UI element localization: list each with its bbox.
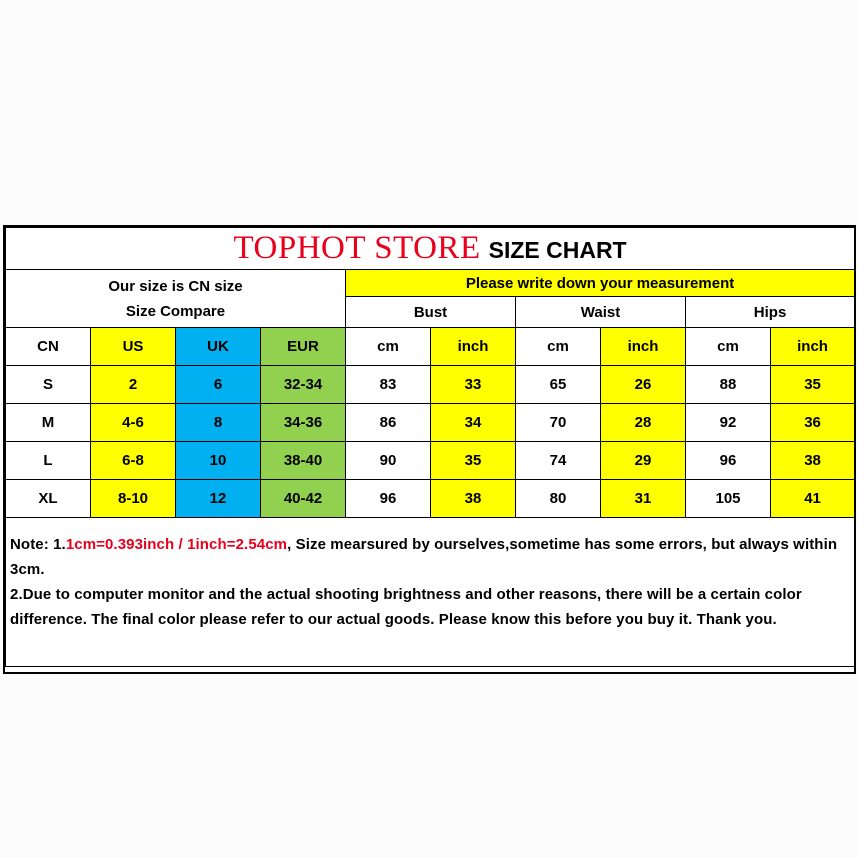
conversion-note: 1cm=0.393inch / 1inch=2.54cm (65, 536, 288, 553)
cell-uk: 12 (176, 480, 261, 518)
cell-hips-cm: 105 (686, 480, 771, 518)
size-chart-heading: SIZE CHART (488, 237, 627, 263)
col-hips-cm: cm (686, 328, 771, 366)
cell-waist-inch: 28 (601, 404, 686, 442)
waist-header: Waist (516, 297, 686, 328)
cn-size-label: Our size is CN size (108, 277, 243, 295)
cell-us: 8-10 (91, 480, 176, 518)
measurement-header: Please write down your measurement (346, 270, 855, 297)
cell-waist-cm: 70 (516, 404, 601, 442)
cell-cn: M (6, 404, 91, 442)
col-eur: EUR (261, 328, 346, 366)
col-cn: CN (6, 328, 91, 366)
cell-bust-cm: 86 (346, 404, 431, 442)
cell-bust-inch: 34 (431, 404, 516, 442)
cell-hips-cm: 88 (686, 366, 771, 404)
cell-us: 2 (91, 366, 176, 404)
cell-uk: 10 (176, 442, 261, 480)
bust-header: Bust (346, 297, 516, 328)
column-header-row (6, 328, 855, 366)
cell-uk: 6 (176, 366, 261, 404)
col-waist-cm: cm (516, 328, 601, 366)
cell-hips-inch: 36 (771, 404, 855, 442)
cell-eur: 38-40 (261, 442, 346, 480)
cell-eur: 32-34 (261, 366, 346, 404)
col-hips-inch: inch (771, 328, 855, 366)
note-prefix: Note: 1. (10, 536, 66, 553)
cell-eur: 40-42 (261, 480, 346, 518)
size-chart-table (3, 225, 856, 674)
cell-waist-cm: 74 (516, 442, 601, 480)
table-row (6, 442, 855, 480)
note-line1: , Size mearsured by ourselves,sometime has some errors, but always within 3cm. (10, 536, 838, 578)
table-row (6, 404, 855, 442)
size-compare-header (6, 270, 346, 328)
cell-waist-cm: 80 (516, 480, 601, 518)
cell-hips-inch: 35 (771, 366, 855, 404)
cell-waist-inch: 26 (601, 366, 686, 404)
cell-bust-cm: 83 (346, 366, 431, 404)
col-uk: UK (176, 328, 261, 366)
cell-waist-cm: 65 (516, 366, 601, 404)
cell-hips-cm: 96 (686, 442, 771, 480)
cell-uk: 8 (176, 404, 261, 442)
note-line2: 2.Due to computer monitor and the actual shooting brightness and other reasons, there will be a certain color difference. The final color please refer to our actual goods. Please know this before you buy it. Thank you. (10, 586, 802, 628)
cell-cn: L (6, 442, 91, 480)
table-row (6, 366, 855, 404)
cell-hips-cm: 92 (686, 404, 771, 442)
cell-bust-cm: 90 (346, 442, 431, 480)
cell-hips-inch: 38 (771, 442, 855, 480)
col-bust-inch: inch (431, 328, 516, 366)
table-row (6, 480, 855, 518)
cell-us: 4-6 (91, 404, 176, 442)
cell-bust-cm: 96 (346, 480, 431, 518)
chart-title (6, 228, 855, 270)
cell-cn: S (6, 366, 91, 404)
store-name: TOPHOT STORE (233, 230, 481, 266)
cell-bust-inch: 38 (431, 480, 516, 518)
cell-eur: 34-36 (261, 404, 346, 442)
col-bust-cm: cm (346, 328, 431, 366)
cell-hips-inch: 41 (771, 480, 855, 518)
cell-waist-inch: 29 (601, 442, 686, 480)
cell-us: 6-8 (91, 442, 176, 480)
notes (6, 518, 855, 667)
cell-cn: XL (6, 480, 91, 518)
hips-header: Hips (686, 297, 855, 328)
size-compare-label: Size Compare (125, 302, 226, 320)
cell-bust-inch: 35 (431, 442, 516, 480)
cell-bust-inch: 33 (431, 366, 516, 404)
cell-waist-inch: 31 (601, 480, 686, 518)
col-waist-inch: inch (601, 328, 686, 366)
col-us: US (91, 328, 176, 366)
